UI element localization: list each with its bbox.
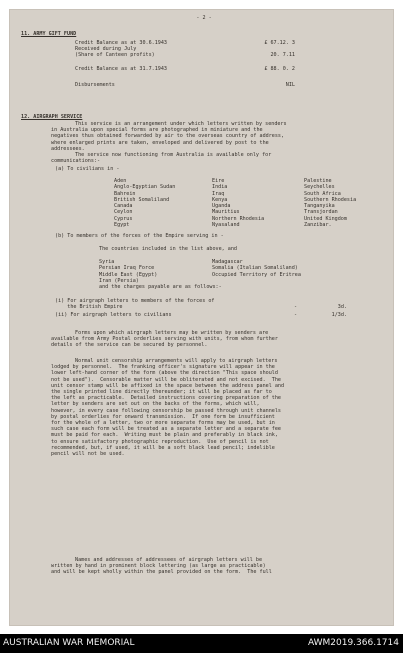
civilian-country: Canada xyxy=(114,203,133,209)
censorship-text-line: not be used"). Censorable matter will be obliterated and not excised. The xyxy=(51,376,282,383)
fund-row-label: Credit Balance as at 31.7.1943 xyxy=(75,66,168,72)
civilian-country: Palestine xyxy=(304,178,332,184)
names-text-line: and will be kept wholly within the panel provided on the form. The full xyxy=(51,569,272,576)
intro-text-line: in Australia upon special forms are photographed in miniature and the xyxy=(51,127,263,134)
civilian-country: India xyxy=(212,184,228,191)
intro-text-line: negatives thus obtained forwarded by air to the overseas country of address, xyxy=(51,133,285,140)
censorship-text-line: to ensure satisfactory photographic reproduction. Use of pencil is not xyxy=(51,438,269,445)
section-12-heading: 12. AIRGRAPH SERVICE xyxy=(21,114,83,120)
civilian-country: Northern Rhodesia xyxy=(212,215,265,222)
forces-territory: Somalia (Italian Somaliland) xyxy=(212,265,298,272)
section-11-heading: 11. ARMY GIFT FUND xyxy=(21,31,77,37)
names-text-line: written by hand in prominent block lettering (as large as practicable) xyxy=(51,563,266,570)
censorship-text-line: the left as practicable. Detailed instructions covering preparation of the xyxy=(51,395,282,402)
fund-row-value: 20. 7.11 xyxy=(270,52,295,58)
forces-territory: Persian Iraq Force xyxy=(99,265,155,272)
footer-bar xyxy=(0,634,403,653)
charge-label: (ii) For airgraph letters to civilians xyxy=(55,312,172,318)
censorship-text-line: lodged by personnel. The franking officer's signature will appear in the xyxy=(51,364,275,371)
charge-label: (i) For airgraph letters to members of the forces of xyxy=(55,298,215,304)
forms-text-line: Forms upon which airgraph letters may be written by senders are xyxy=(75,330,269,336)
charge-amount: 1/3d. xyxy=(331,312,347,318)
censorship-text-line: Normal unit censorship arrangements will apply to airgraph letters xyxy=(75,358,278,364)
fund-row-label: Received during July xyxy=(75,46,137,52)
countries-note: The countries included in the list above, and xyxy=(99,246,238,252)
charge-label: the British Empire xyxy=(55,304,123,311)
forces-territory: Madagascar xyxy=(212,259,243,265)
fund-row-value: £ 88. 0. 2 xyxy=(264,66,295,72)
civilian-country: Nyasaland xyxy=(212,221,240,228)
civilians-label: (a) To civilians in - xyxy=(55,166,120,172)
forces-label: (b) To members of the forces of the Empire serving in - xyxy=(55,233,224,239)
censorship-text-line: such case each form will be treated as a separate letter and a separate fee xyxy=(51,426,282,433)
censorship-text-line: pencil will not be used. xyxy=(51,451,125,457)
civilian-country: Uganda xyxy=(212,203,231,209)
civilian-country: Seychelles xyxy=(304,184,335,191)
civilian-country: Kenya xyxy=(212,196,228,203)
forms-text-line: details of the service can be secured by personnel. xyxy=(51,342,208,349)
civilian-country: Egypt xyxy=(114,221,130,228)
service-text-line: communications:- xyxy=(51,158,101,165)
document-page xyxy=(9,9,394,626)
charges-intro: and the charges payable are as follows:- xyxy=(99,284,222,290)
censorship-text-line: lower left-hand corner of the form (above the direction "This space should xyxy=(51,370,278,377)
forces-territory: Occupied Territory of Eritrea xyxy=(212,271,301,278)
civilian-country: Aden xyxy=(114,178,127,184)
censorship-text-line: unit censor stamp will be affixed in the space between the address panel and xyxy=(51,382,285,389)
service-text-line: The service now functioning from Australia is available only for xyxy=(75,152,272,158)
civilian-country: South Africa xyxy=(304,190,341,197)
footer-accession-number: AWM2019.366.1714 xyxy=(307,638,399,648)
civilian-country: Iraq xyxy=(212,190,225,197)
forces-territory: Syria xyxy=(99,259,115,265)
civilian-country: United Kingdom xyxy=(304,215,347,222)
civilian-country: Bahrein xyxy=(114,190,136,197)
civilian-country: Eire xyxy=(212,178,225,184)
fund-row-label: (Share of Canteen profits) xyxy=(75,52,155,58)
civilian-country: Ceylon xyxy=(114,209,133,216)
forces-territory: Iran (Persia) xyxy=(99,277,139,284)
page-number: - 2 - xyxy=(196,15,212,21)
civilian-country: Transjordan xyxy=(304,209,338,216)
fund-row-label: Disbursements xyxy=(75,82,115,88)
censorship-text-line: must be paid for each. Writing must be plain and preferably in black ink, xyxy=(51,432,278,439)
censorship-text-line: the single printed line directly thereunder; it will be placed as far to xyxy=(51,389,272,395)
censorship-text-line: letter by senders are set out on the backs of the forms, which will, xyxy=(51,401,260,408)
forces-territory: Middle East (Egypt) xyxy=(99,271,158,278)
intro-text-line: This service is an arrangement under which letters written by senders xyxy=(75,121,287,127)
censorship-text-line: for the whole of a letter, two or more separate forms may be used, but in xyxy=(51,420,275,426)
civilian-country: Southern Rhodesia xyxy=(304,196,357,203)
charge-dash: - xyxy=(294,312,298,318)
intro-text-line: addressees. xyxy=(51,145,85,152)
civilian-country: Tanganyika xyxy=(304,203,335,209)
censorship-text-line: recommended, but, if used, it will be a soft black lead pencil; indelible xyxy=(51,444,275,451)
fund-row-label: Credit Balance as at 30.6.1943 xyxy=(75,40,168,46)
charge-dash: - xyxy=(294,304,298,311)
civilian-country: British Somaliland xyxy=(114,196,170,203)
civilian-country: Anglo-Egyptian Sudan xyxy=(114,184,176,191)
fund-row-value: NIL xyxy=(285,82,295,88)
footer-institution: AUSTRALIAN WAR MEMORIAL xyxy=(3,638,135,648)
civilian-country: Mauritius xyxy=(212,209,240,216)
forms-text-line: available from Army Postal orderlies serving with units, from whom further xyxy=(51,336,278,343)
censorship-text-line: by postal orderlies for onward transmission. If one form be insufficient xyxy=(51,413,275,420)
charge-amount: 3d. xyxy=(337,304,347,311)
civilian-country: Zanzibar. xyxy=(304,221,332,228)
civilian-country: Cyprus xyxy=(114,215,133,222)
names-text-line: Names and addresses of addressees of airgraph letters will be xyxy=(75,557,263,563)
censorship-text-line: however, in every case following censorship be passed through unit channels xyxy=(51,407,282,414)
fund-row-value: £ 67.12. 3 xyxy=(264,40,295,46)
intro-text-line: where enlarged prints are taken, enveloped and delivered by post to the xyxy=(51,139,269,146)
